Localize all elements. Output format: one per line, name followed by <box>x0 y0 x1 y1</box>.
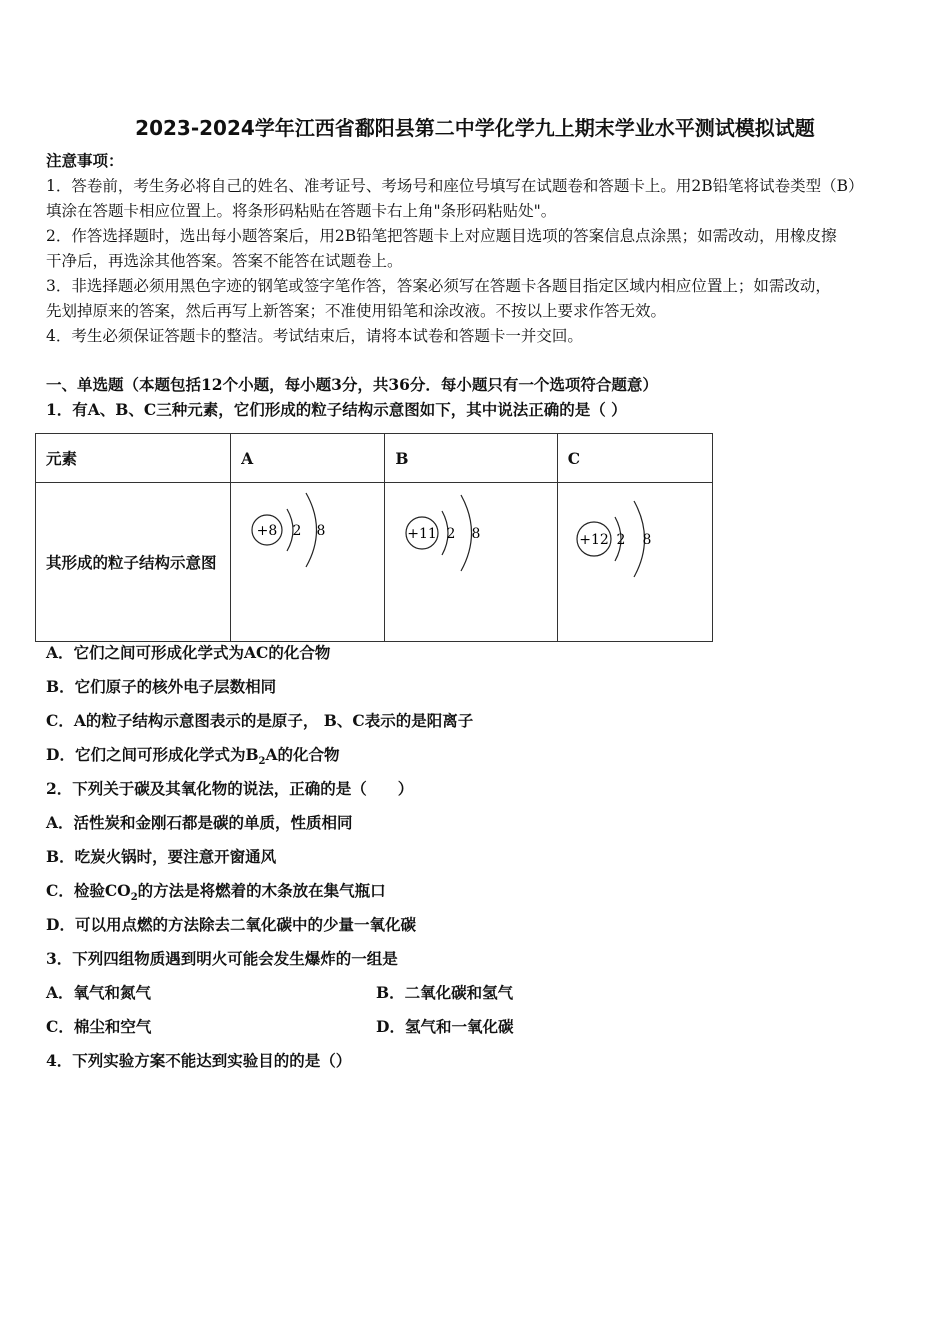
nucleus-charge: +12 <box>578 532 609 548</box>
question-2-stem: 2．下列关于碳及其氧化物的说法，正确的是（ ） <box>46 779 414 798</box>
shell-arc-2 <box>461 495 472 571</box>
q1-option-d <box>46 744 340 773</box>
section-heading: 一、单选题（本题包括12个小题，每小题3分，共36分．每小题只有一个选项符合题意） <box>46 375 658 394</box>
question-4-stem: 4．下列实验方案不能达到实验目的的是（） <box>46 1051 352 1070</box>
q1-option-d-text-end: A的化合物 <box>265 745 340 764</box>
q2-option-c <box>46 880 386 909</box>
notes-line: 填涂在答题卡相应位置上。将条形码粘贴在答题卡右上角"条形码粘贴处"。 <box>46 202 557 220</box>
q2-option-a: A．活性炭和金刚石都是碳的单质，性质相同 <box>46 813 353 832</box>
q3-option-b: B．二氧化碳和氢气 <box>376 983 514 1002</box>
diagram-cell-c <box>557 483 712 642</box>
shell-arc-2 <box>306 493 317 567</box>
question-3-stem: 3．下列四组物质遇到明火可能会发生爆炸的一组是 <box>46 949 398 968</box>
q2-option-c-text: C．检验CO <box>46 881 131 900</box>
q1-option-d-text: D．它们之间可形成化学式为B <box>46 745 259 764</box>
shell-1-electrons: 2 <box>292 523 302 539</box>
notes-line: 4．考生必须保证答题卡的整洁。考试结束后，请将本试卷和答题卡一并交回。 <box>46 327 583 345</box>
exam-title: 2023-2024学年江西省鄱阳县第二中学化学九上期末学业水平测试模拟试题 <box>135 116 815 140</box>
q1-option-d-subscript: 2 <box>258 756 266 768</box>
notes-line: 3．非选择题必须用黑色字迹的钢笔或签字笔作答，答案必须写在答题卡各题目指定区域内相应位置上；如需改动， <box>46 277 831 295</box>
shell-1-electrons: 2 <box>446 526 456 542</box>
notes-line: 先划掉原来的答案，然后再写上新答案；不准使用铅笔和涂改液。不按以上要求作答无效。 <box>46 302 667 320</box>
table-header-element: 元素 <box>36 434 231 483</box>
diagram-cell-a <box>231 483 385 642</box>
notes-line: 1．答卷前，考生务必将自己的姓名、准考证号、考场号和座位号填写在试题卷和答题卡上。用2B铅笔将试卷类型（B） <box>46 177 864 195</box>
table-header-a: A <box>231 434 385 483</box>
q2-option-c-subscript: 2 <box>130 892 138 904</box>
q1-option-a: A．它们之间可形成化学式为AC的化合物 <box>46 643 331 662</box>
table-row-label: 其形成的粒子结构示意图 <box>36 483 231 642</box>
atom-diagram-b <box>385 483 547 641</box>
atom-diagram-c <box>558 483 703 641</box>
q1-option-c: C．A的粒子结构示意图表示的是原子， B、C表示的是阳离子 <box>46 711 474 730</box>
shell-2-electrons: 8 <box>316 523 326 539</box>
q3-option-c: C．棉尘和空气 <box>46 1017 152 1036</box>
q3-option-d: D．氢气和一氧化碳 <box>376 1017 514 1036</box>
table-header-b: B <box>385 434 557 483</box>
shell-2-electrons: 8 <box>471 526 481 542</box>
notes-heading: 注意事项： <box>46 151 124 170</box>
shell-1-electrons: 2 <box>616 532 626 548</box>
question-1-stem: 1．有A、B、C三种元素，它们形成的粒子结构示意图如下，其中说法正确的是（ ） <box>46 400 627 419</box>
q2-option-d: D．可以用点燃的方法除去二氧化碳中的少量一氧化碳 <box>46 915 416 934</box>
nucleus-charge: +11 <box>407 526 438 542</box>
shell-2-electrons: 8 <box>642 532 652 548</box>
notes-line: 2．作答选择题时，选出每小题答案后，用2B铅笔把答题卡上对应题目选项的答案信息点涂黑；如需改动，用橡皮擦 <box>46 227 837 245</box>
atom-diagram-a <box>231 483 375 641</box>
table-header-c: C <box>557 434 712 483</box>
diagram-cell-b <box>385 483 557 642</box>
q2-option-c-text-end: 的方法是将燃着的木条放在集气瓶口 <box>137 881 386 900</box>
notes-line: 干净后，再选涂其他答案。答案不能答在试题卷上。 <box>46 252 403 270</box>
q2-option-b: B．吃炭火锅时，要注意开窗通风 <box>46 847 277 866</box>
q3-option-a: A．氧气和氮气 <box>46 983 152 1002</box>
nucleus-charge: +8 <box>256 523 278 539</box>
q1-option-b: B．它们原子的核外电子层数相同 <box>46 677 277 696</box>
question-1-table <box>35 433 713 642</box>
